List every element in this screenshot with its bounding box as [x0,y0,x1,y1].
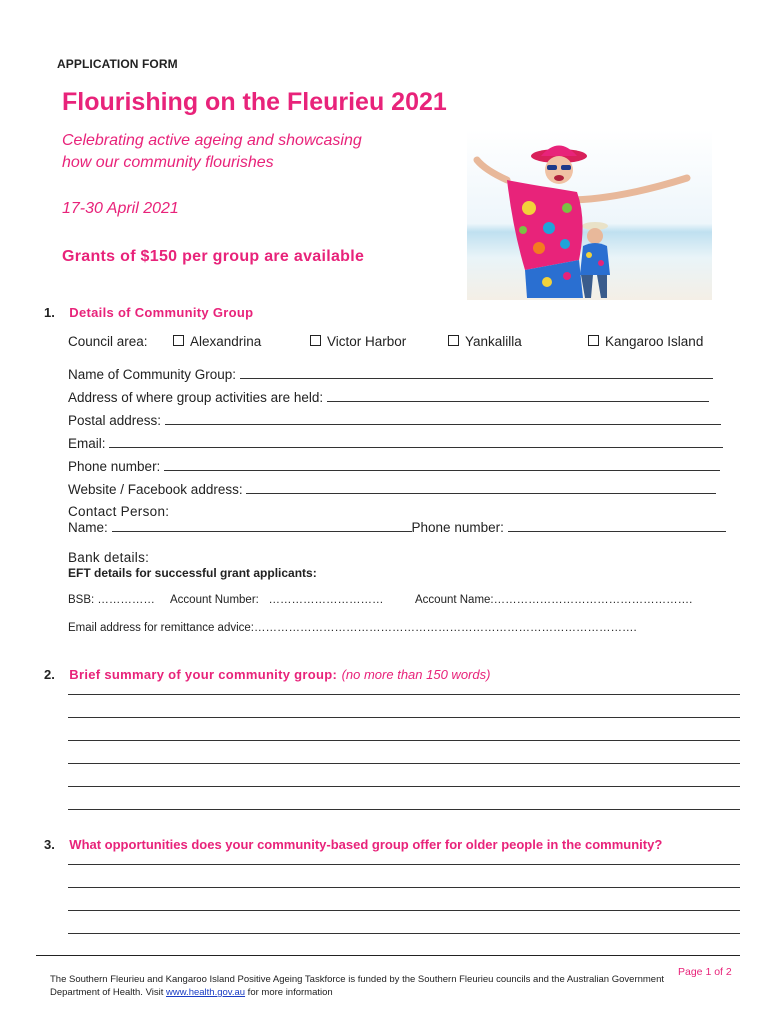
footer-text [50,973,664,999]
answer-line[interactable] [68,887,740,888]
group-name-field[interactable] [240,366,713,379]
grants-notice: Grants of $150 per group are available [62,248,365,265]
bsb-row [68,594,155,606]
council-option-label: Alexandrina [190,334,262,349]
group-name-row [68,366,713,382]
council-option-kangaroo-island[interactable] [588,334,703,349]
remittance-label: Email address for remittance advice: [68,622,254,634]
bsb-label: BSB: [68,594,95,606]
footer-line-1: The Southern Fleurieu and Kangaroo Island Positive Ageing Taskforce is funded by the Southern Fleurieu councils and the Australian Government [50,974,665,985]
health-website-link[interactable]: www.health.gov.au [166,987,246,998]
contact-person-heading: Contact Person: [68,504,170,519]
checkbox-icon[interactable] [173,335,184,346]
answer-line[interactable] [68,694,740,695]
checkbox-icon[interactable] [448,335,459,346]
contact-phone-field[interactable] [508,519,726,532]
answer-line[interactable] [68,910,740,911]
council-area-label: Council area: [68,334,148,349]
event-dates: 17-30 April 2021 [62,200,179,217]
website-row [68,481,716,497]
address-label: Address of where group activities are held: [68,390,324,405]
section-3-header [44,836,662,854]
council-option-alexandrina[interactable] [173,334,261,349]
eft-label: EFT details for successful grant applicants: [68,566,317,580]
account-name-field[interactable]: ……………………………………………. [493,594,693,606]
section-3-number: 3. [44,837,55,852]
phone-label: Phone number: [68,459,161,474]
tagline-line-1: Celebrating active ageing and showcasing [62,132,362,149]
group-name-label: Name of Community Group: [68,367,237,382]
answer-line[interactable] [68,786,740,787]
phone-field[interactable] [164,458,720,471]
account-number-field[interactable]: ………………………… [258,594,384,606]
contact-name-label: Name: [68,520,108,535]
email-row [68,435,723,451]
answer-line[interactable] [68,717,740,718]
website-label: Website / Facebook address: [68,482,243,497]
page-number: Page 1 of 2 [678,966,732,978]
section-3-heading: What opportunities does your community-based group offer for older people in the community? [69,837,663,852]
answer-line[interactable] [68,763,740,764]
account-name-label: Account Name: [415,594,494,606]
section-2-heading: Brief summary of your community group: [69,667,338,682]
tagline [62,130,362,174]
answer-line[interactable] [68,933,740,934]
footer-divider [36,955,740,956]
footer-line-2-prefix: Department of Health. Visit [50,987,166,998]
council-option-label: Yankalilla [465,334,522,349]
contact-name-field[interactable] [112,519,412,532]
section-1-header [44,304,253,322]
section-2-number: 2. [44,667,55,682]
hero-photo [467,130,712,300]
email-label: Email: [68,436,106,451]
bsb-field[interactable]: …………… [94,594,155,606]
council-option-label: Kangaroo Island [605,334,704,349]
section-2-note: (no more than 150 words) [341,667,491,682]
account-number-row [170,594,383,606]
phone-row [68,458,720,474]
section-1-number: 1. [44,305,55,320]
contact-row [68,519,726,535]
contact-phone-label: Phone number: [411,520,504,535]
tagline-line-2: how our community flourishes [62,154,274,171]
checkbox-icon[interactable] [588,335,599,346]
hero-photo-illustration [467,130,712,300]
postal-row [68,412,721,428]
address-row [68,389,709,405]
section-2-header [44,666,490,684]
email-field[interactable] [109,435,723,448]
account-number-label: Account Number: [170,594,259,606]
form-label: APPLICATION FORM [57,57,178,71]
remittance-row [68,622,637,634]
address-field[interactable] [327,389,709,402]
answer-line[interactable] [68,809,740,810]
answer-line[interactable] [68,740,740,741]
checkbox-icon[interactable] [310,335,321,346]
answer-line[interactable] [68,864,740,865]
council-option-yankalilla[interactable] [448,334,522,349]
website-field[interactable] [246,481,716,494]
section-1-heading: Details of Community Group [69,305,254,320]
bank-details-heading: Bank details: [68,550,150,565]
remittance-field[interactable]: ………………………………………………………………………………………. [254,622,637,634]
footer-line-2-suffix: for more information [245,987,333,998]
council-option-victor-harbor[interactable] [310,334,406,349]
postal-label: Postal address: [68,413,162,428]
postal-field[interactable] [165,412,721,425]
council-option-label: Victor Harbor [327,334,407,349]
account-name-row [415,594,692,606]
footer-line-2 [50,986,664,999]
page-title: Flourishing on the Fleurieu 2021 [62,88,447,116]
